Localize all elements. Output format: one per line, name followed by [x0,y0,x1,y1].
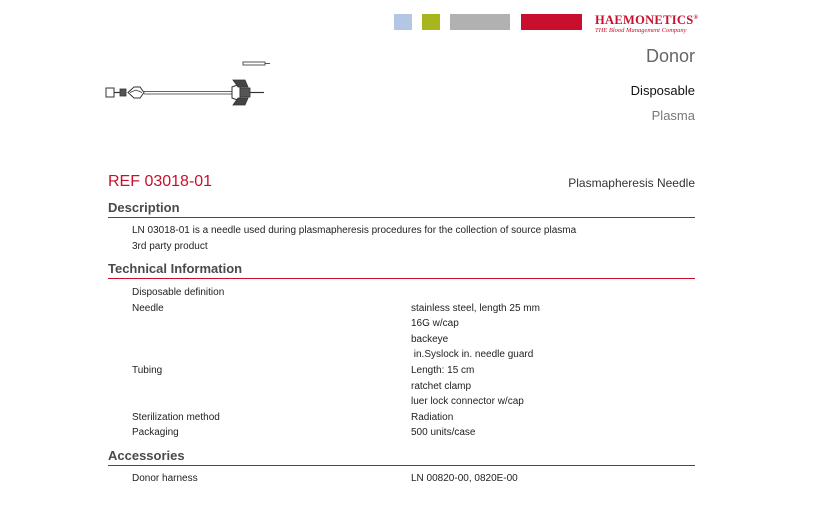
tech-value: backeye [411,333,449,345]
description-line: LN 03018-01 is a needle used during plasmapheresis procedures for the collection of source plasma [132,225,577,236]
category-title: Donor [645,46,695,66]
color-swatch-blue [394,14,412,30]
tech-row [132,412,692,428]
description-line: 3rd party product [132,241,208,252]
tech-value: Length: 15 cm [411,365,475,376]
tech-value: 500 units/case [411,427,476,439]
accessory-label: Donor harness [132,473,198,484]
description-title: Description [108,200,180,215]
accessory-value: LN 00820-00, 0820E-00 [411,473,518,484]
tech-label: Needle [132,302,164,314]
subtype-label: Plasma [651,108,695,123]
type-label: Disposable [630,83,695,98]
tech-label: Sterilization method [132,411,220,423]
tech-row [132,303,692,319]
logo-name: HAEMONETICS [595,13,694,28]
tech-value: Radiation [411,411,454,423]
product-name: Plasmapheresis Needle [568,176,695,190]
logo-tagline: THE Blood Management Company [595,27,687,35]
tech-row [132,334,692,350]
tech-value: stainless steel, length 25 mm [411,302,540,314]
tech-row [132,427,692,443]
accessory-row [132,473,692,489]
tech-row [132,349,692,365]
tech-row [132,396,692,412]
accessories-section-header [108,448,695,466]
accessories-title: Accessories [108,448,185,463]
tech-label: Disposable definition [132,287,225,298]
product-ref: REF 03018-01 [108,173,213,190]
needle-product-image [100,54,275,134]
tech-value: luer lock connector w/cap [411,396,524,408]
tech-value: 16G w/cap [411,318,459,330]
tech-label: Tubing [132,365,163,376]
description-section-header [108,200,695,218]
tech-label: Packaging [132,427,179,439]
color-swatch-red [521,14,582,30]
logo-registered: ® [693,15,699,21]
color-swatch-gray [450,14,510,30]
tech-row [132,381,692,397]
color-swatch-green [422,14,440,30]
technical-section-header [108,261,695,279]
tech-row [132,287,692,303]
haemonetics-logo [595,12,698,35]
tech-row [132,365,692,381]
technical-title: Technical Information [108,261,243,276]
tech-value: in.Syslock in. needle guard [411,349,534,361]
tech-row [132,318,692,334]
tech-value: ratchet clamp [411,380,472,392]
